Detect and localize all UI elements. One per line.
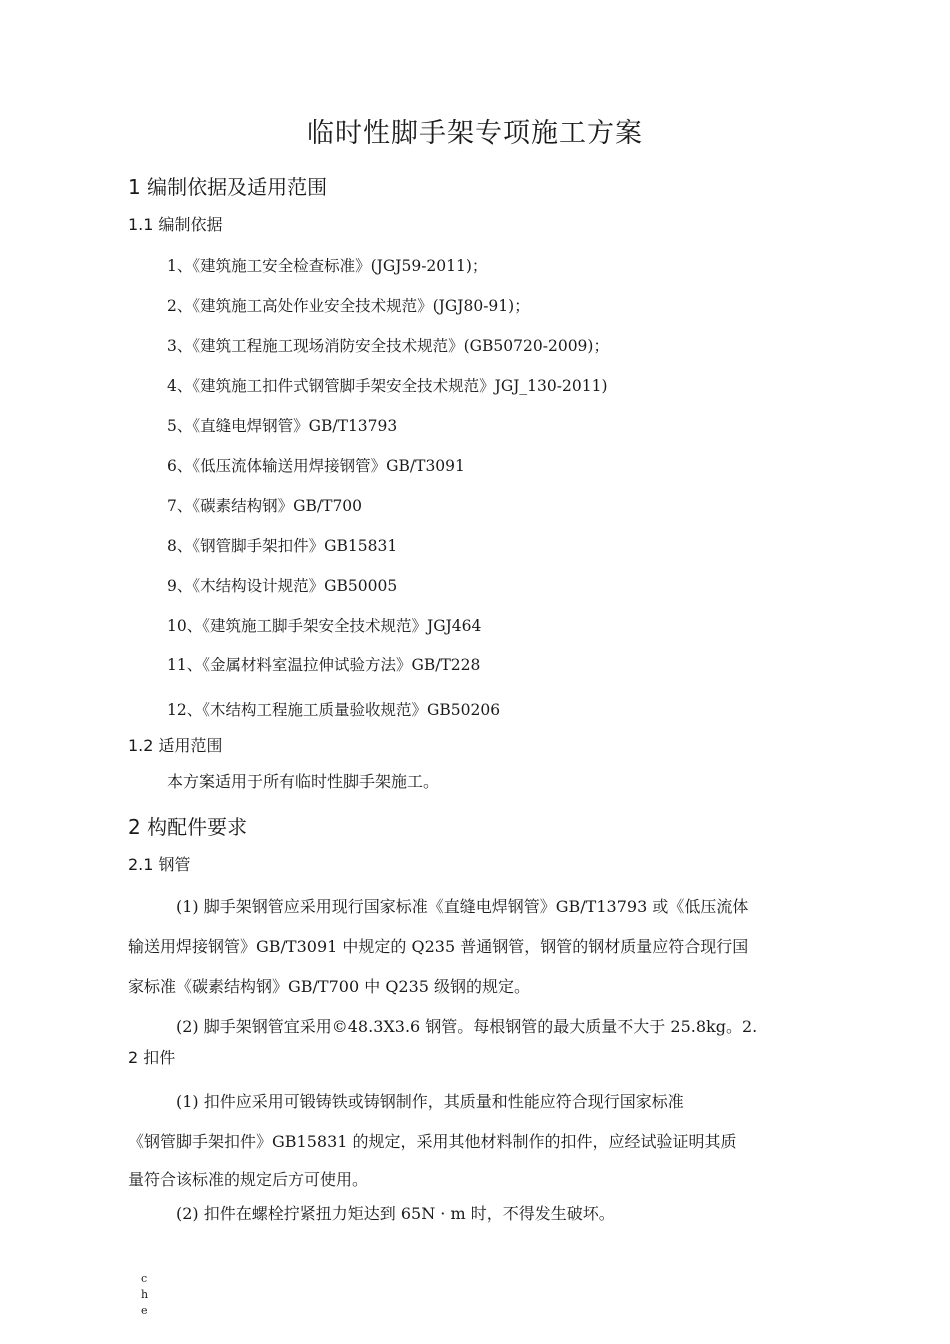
document-title: 临时性脚手架专项施工方案: [307, 118, 643, 149]
reference-item: 9、《木结构设计规范》GB50005: [167, 577, 398, 595]
paragraph-line: 家标准《碳素结构钢》GB/T700 中 Q235 级钢的规定。: [128, 977, 531, 996]
paragraph-line: (2) 扣件在螺栓拧紧扭力矩达到 65N · m 时，不得发生破坏。: [176, 1204, 615, 1223]
page-footnote: che: [141, 1272, 149, 1317]
paragraph-line: 输送用焊接钢管》GB/T3091 中规定的 Q235 普通钢管，钢管的钢材质量应符合现行国: [128, 937, 749, 956]
reference-item: 12、《木结构工程施工质量验收规范》GB50206: [167, 701, 501, 719]
section-2-2-heading: 2 扣件: [128, 1048, 176, 1067]
reference-item: 4、《建筑施工扣件式钢管脚手架安全技术规范》JGJ_130-2011): [167, 377, 608, 395]
reference-item: 6、《低压流体输送用焊接钢管》GB/T3091: [167, 457, 465, 475]
section-1-2-heading: 1.2 适用范围: [128, 736, 223, 755]
paragraph-line: (1) 扣件应采用可锻铸铁或铸钢制作，其质量和性能应符合现行国家标准: [176, 1092, 684, 1111]
reference-item: 8、《钢管脚手架扣件》GB15831: [167, 537, 398, 555]
paragraph-line: 《钢管脚手架扣件》GB15831 的规定，采用其他材料制作的扣件，应经试验证明其质: [128, 1132, 737, 1151]
reference-item: 3、《建筑工程施工现场消防安全技术规范》(GB50720-2009)；: [167, 337, 609, 355]
reference-item: 5、《直缝电焊钢管》GB/T13793: [167, 417, 398, 435]
paragraph-line: (1) 脚手架钢管应采用现行国家标准《直缝电焊钢管》GB/T13793 或《低压流体: [176, 897, 749, 916]
section-2-heading: 2 构配件要求: [128, 815, 248, 839]
paragraph-line: 量符合该标准的规定后方可使用。: [128, 1170, 369, 1189]
section-1-1-heading: 1.1 编制依据: [128, 215, 223, 234]
reference-item: 11、《金属材料室温拉伸试验方法》GB/T228: [167, 656, 481, 674]
reference-item: 1、《建筑施工安全检查标准》(JGJ59-2011)；: [167, 257, 488, 275]
section-2-1-heading: 2.1 钢管: [128, 855, 191, 874]
paragraph-line: (2) 脚手架钢管宜采用©48.3X3.6 钢管。每根钢管的最大质量不大于 25.8kg。2.: [176, 1017, 758, 1036]
scope-text: 本方案适用于所有临时性脚手架施工。: [167, 772, 440, 791]
reference-item: 7、《碳素结构钢》GB/T700: [167, 497, 363, 515]
section-1-heading: 1 编制依据及适用范围: [128, 175, 328, 199]
reference-item: 10、《建筑施工脚手架安全技术规范》JGJ464: [167, 617, 482, 635]
reference-item: 2、《建筑施工高处作业安全技术规范》(JGJ80-91)；: [167, 297, 530, 315]
